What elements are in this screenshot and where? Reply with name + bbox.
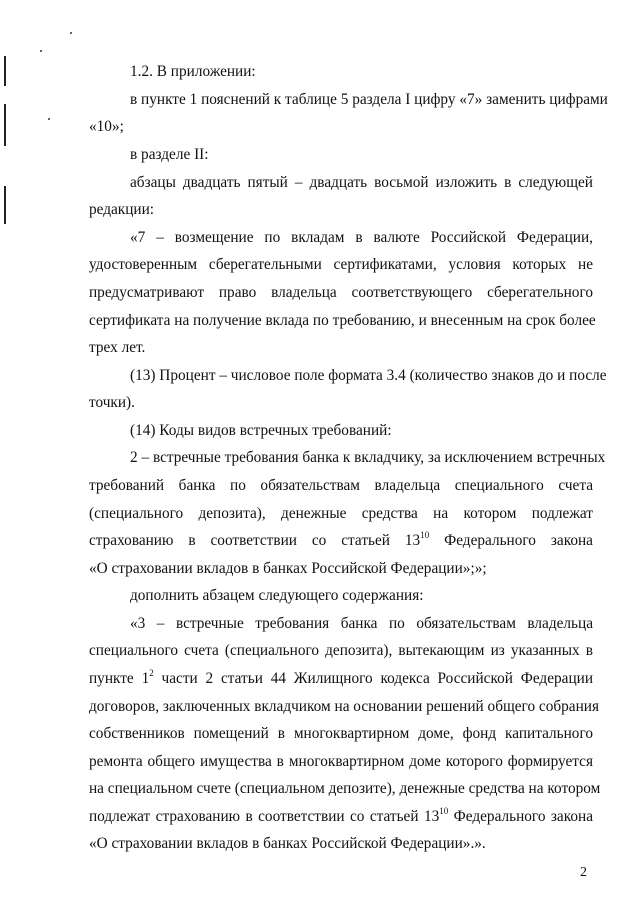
text-line: «О страховании вкладов в банках Российской Федерации».». (89, 835, 486, 852)
text-line: договоров, заключенных вкладчиком на основании решений общего собрания (89, 698, 599, 715)
text-line: дополнить абзацем следующего содержания: (130, 587, 424, 604)
text-line: страхованию в соответствии со статьей $13^{10}$ Федерального закона (89, 529, 593, 549)
text-line: (13) Процент – числовое поле формата 3.4 (количество знаков до и после (130, 367, 607, 384)
scan-speck (40, 50, 42, 52)
text-line: трех лет. (89, 339, 146, 356)
text-line: требований банка по обязательствам владельца специального счета (89, 477, 593, 494)
text-line: в разделе II: (130, 146, 209, 163)
scan-margin-mark (4, 186, 6, 224)
text-line: «О страховании вкладов в банках Российской Федерации»;»; (89, 560, 487, 577)
text-line: «3 – встречные требования банка по обязательствам владельца (130, 615, 593, 632)
text-line: 1.2. В приложении: (130, 63, 256, 80)
text-line: редакции: (89, 201, 155, 218)
scan-margin-mark (4, 104, 6, 146)
text-line: сертификата на получение вклада по требованию, и внесенным на срок более (89, 312, 596, 329)
text-line: 2 – встречные требования банка к вкладчику, за исключением встречных (130, 449, 606, 466)
text-line: удостоверенным сберегательными сертификатами, условия которых не (89, 256, 593, 273)
text-line: «10»; (89, 118, 124, 135)
text-line: абзацы двадцать пятый – двадцать восьмой изложить в следующей (130, 174, 593, 191)
text-line: (14) Коды видов встречных требований: (130, 422, 392, 439)
text-line: подлежат страхованию в соответствии со статьей $13^{10}$ Федерального закона (89, 805, 594, 825)
text-line: в пункте 1 пояснений к таблице 5 раздела I цифру «7» заменить цифрами (130, 91, 608, 108)
text-line: собственников помещений в многоквартирном доме, фонд капитального (89, 725, 593, 742)
scan-speck (48, 118, 50, 120)
scan-margin-mark (4, 56, 6, 86)
text-line: (специального депозита), денежные средства на котором подлежат (89, 505, 593, 522)
text-line: на специальном счете (специальном депозите), денежные средства на котором (89, 780, 601, 797)
text-line: ремонта общего имущества в многоквартирном доме которого формируется (89, 753, 593, 770)
text-line: специального счета (специального депозита), вытекающим из указанных в (89, 642, 593, 659)
scan-speck (70, 32, 72, 34)
text-line: точки). (89, 394, 135, 411)
text-line: «7 – возмещение по вкладам в валюте Российской Федерации, (130, 229, 593, 246)
page-number: 2 (580, 865, 587, 880)
text-line: предусматривают право владельца соответствующего сберегательного (89, 284, 593, 301)
text-line: пункте $1^2$ части 2 статьи 44 Жилищного кодекса Российской Федерации (89, 667, 594, 687)
